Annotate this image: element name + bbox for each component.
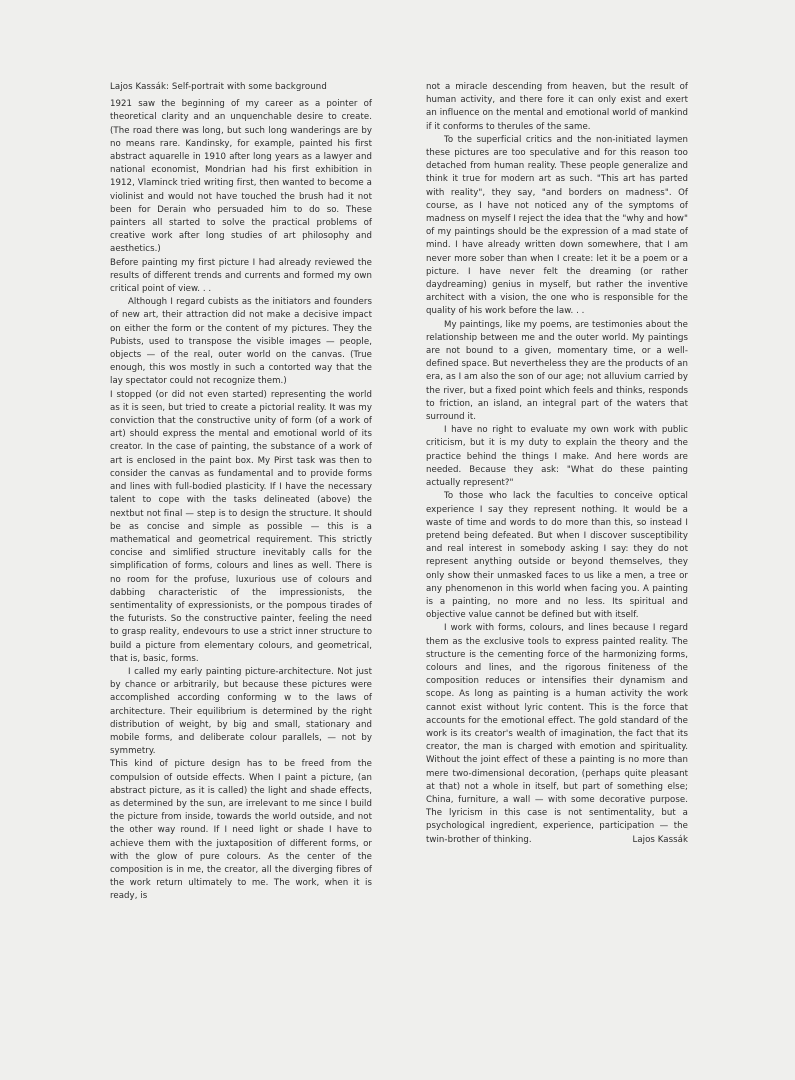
left-column bbox=[110, 81, 372, 904]
paragraph-text: I work with forms, colours, and lines because I regard them as the exclusive tools to express painted reality. The structure is the cementing force of the harmonizing forms, colours and lines, and the rigorous finiteness of the composition reduces or intensifies their dynamism and scope. As long as painting is a human activity the work cannot exist without lyric content. This is the force that accounts for the emotional effect. The gold standard of the work is its creator's wealth of imagination, the fact that its creator, the man is charged with emotion and spirituality. Without the joint effect of these a painting is no more than mere two-dimensional decoration, (perhaps quite pleasant at that) not a whole in itself, but part of something else; China, furniture, a wall — with some decorative purpose. The lyricism in this case is not sentimentality, but a psychological ingredient, experience, participation — the twin-brother of thinking. bbox=[426, 623, 688, 845]
paragraph: I called my early painting picture-architecture. Not just by chance or arbitrarily, but because these pictures were accomplished according conforming w to the laws of architecture. Their equilibrium is determined by the right distribution of weight, by big and small, stationary and mobile forms, and deliberate colour parallels, — not by symmetry. bbox=[110, 666, 372, 757]
paragraph: I stopped (or did not even started) representing the world as it is seen, but tried to create a pictorial reality. It was my conviction that the constructive unity of form (of a work of art) should express the mental and emotional world of its creator. In the case of painting, the substance of a work of art is enclosed in the paint box. My Pirst task was then to consider the canvas as fundamental and to provide forms and lines with full-bodied plasticity. If I have the necessary talent to cope with the tasks delineated (above) the nextbut not final — step is to design the structure. It should be as concise and simple as possible — this is a mathematical and geometrical requirement. This strictly concise and simlified structure inevitably calls for the simplification of forms, colours and lines as well. There is no room for the profuse, luxurious use of colours and dabbing characteristic of the impressionists, the sentimentality of expressionists, or the pompous tirades of the futurists. So the constructive painter, feeling the need to grasp reality, endevours to use a strict inner structure to build a picture from elementary colours, and geometrical, that is, basic, forms. bbox=[110, 389, 372, 664]
paragraph: To the superficial critics and the non-initiated laymen these pictures are too speculative and for this reason too detached from human reality. These people generalize and think it true for modern art as such. "This art has parted with reality", they say, "and borders on madness". Of course, as I have not noticed any of the symptoms of madness on myself I reject the idea that the "why and how" of my paintings should be the expression of a mad state of mind. I have already written down somewhere, that I am never more sober than when I create: let it be a poem or a picture. I have never felt the dreaming (or rather daydreaming) genius in myself, but rather the inventive architect with a vision, the one who is responsible for the quality of his work before the law. . . bbox=[426, 134, 688, 317]
paragraph: To those who lack the faculties to conceive optical experience I say they represent nothing. It would be a waste of time and words to do more than this, so instead I pretend being defeated. But when I discover susceptibility and real interest in somebody asking I say: they do not represent anything outside or beyond themselves, they only show their unmasked faces to us like a men, a tree or any phenomenon in this world when facing you. A painting is a painting, no more and no less. Its spiritual and objective value cannot be defined but with itself. bbox=[426, 491, 688, 621]
author-signature: Lajos Kassák bbox=[632, 834, 688, 845]
paragraph: This kind of picture design has to be freed from the compulsion of outside effects. When I paint a picture, (an abstract picture, as it is called) the light and shade effects, as determined by the sun, are irrelevant to me since I build the picture from inside, towards the world outside, and not the other way round. If I need light or shade I have to achieve them with the juxtaposition of different forms, or with the glow of pure colours. As the center of the composition is in me, the creator, all the diverging fibres of the work return ultimately to me. The work, when it is ready, is bbox=[110, 759, 372, 902]
paragraph: I have no right to evaluate my own work with public criticism, but it is my duty to explain the theory and the practice behind the things I make. And here words are needed. Because they ask: "What do these painting actually represent?" bbox=[426, 425, 688, 489]
paragraph: not a miracle descending from heaven, but the result of human activity, and there fore it can only exist and exert an influence on the mental and emotional world of mankind if it conforms to therules of the same. bbox=[426, 82, 688, 132]
right-column bbox=[426, 81, 688, 847]
last-paragraph bbox=[426, 622, 688, 846]
paragraph: Before painting my first picture I had already reviewed the results of different trends and currents and formed my own critical point of view. . . bbox=[110, 257, 372, 295]
article-title: Lajos Kassák: Self-portrait with some background bbox=[110, 82, 327, 92]
paragraph: My paintings, like my poems, are testimonies about the relationship between me and the outer world. My paintings are not bound to a given, momentary time, or a well-defined space. But nevertheless they are the products of an era, as I am also the son of our age; not alluvium carried by the river, but a fixed point which feels and thinks, responds to friction, an island, an integral part of the waters that surround it. bbox=[426, 319, 688, 423]
paragraph: 1921 saw the beginning of my career as a pointer of theoretical clarity and an unquenchable desire to create. (The road there was long, but such long wanderings are by no means rare. Kandinsky, for example, painted his first abstract aquarelle in 1910 after long years as a lawyer and national economist, Mondrian had his first exhibition in 1912, Vlaminck tried writing first, then wanted to become a violinist and would not have touched the brush had it not been for Derain who persuaded him to do so. These painters all started to solve the practical problems of creative work after long studies of art philosophy and aesthetics.) bbox=[110, 99, 372, 255]
paragraph: Although I regard cubists as the initiators and founders of new art, their attraction did not make a decisive impact on either the form or the content of my pictures. They the Pubists, used to transpose the visible images — people, objects — of the real, outer world on the canvas. (True enough, this wos mostly in such a contorted way that the lay spectator could not recognize them.) bbox=[110, 297, 372, 387]
